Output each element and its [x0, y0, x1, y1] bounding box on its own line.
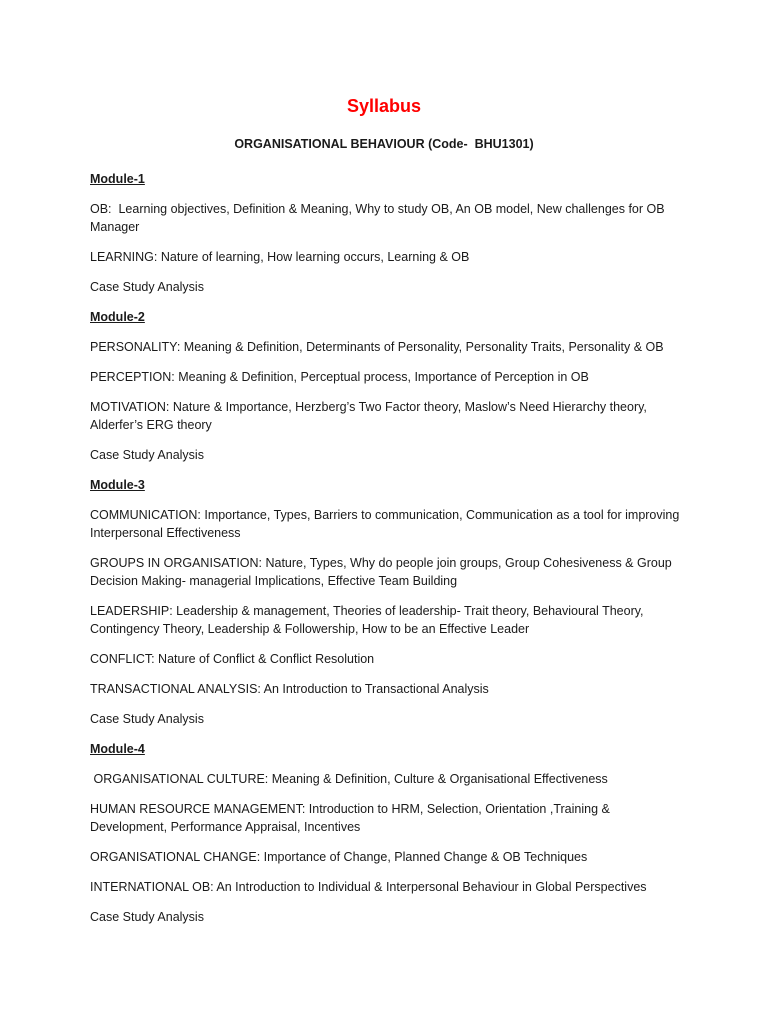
course-subtitle: ORGANISATIONAL BEHAVIOUR (Code- BHU1301): [234, 137, 534, 151]
module-item: PERCEPTION: Meaning & Definition, Perceptual process, Importance of Perception in OB: [90, 370, 589, 384]
module-item: PERSONALITY: Meaning & Definition, Determinants of Personality, Personality Traits, Personality & OB: [90, 340, 664, 354]
module-item: INTERNATIONAL OB: An Introduction to Individual & Interpersonal Behaviour in Global Perspectives: [90, 880, 647, 894]
module-item: CONFLICT: Nature of Conflict & Conflict Resolution: [90, 652, 375, 666]
module-heading: Module-4: [90, 742, 145, 756]
module-item: Case Study Analysis: [90, 448, 204, 462]
module-item: OB: Learning objectives, Definition & Meaning, Why to study OB, An OB model, New challenges for OB Manager: [90, 202, 669, 234]
module-heading: Module-2: [90, 310, 145, 324]
module-item: Case Study Analysis: [90, 910, 204, 924]
module-heading: Module-3: [90, 478, 145, 492]
module-heading: Module-1: [90, 172, 145, 186]
module-item: ORGANISATIONAL CULTURE: Meaning & Definition, Culture & Organisational Effectiveness: [90, 772, 608, 786]
module-item: GROUPS IN ORGANISATION: Nature, Types, Why do people join groups, Group Cohesiveness & Group Decision Making- managerial Implications, Effective Team Building: [90, 556, 676, 588]
module-item: LEARNING: Nature of learning, How learning occurs, Learning & OB: [90, 250, 470, 264]
syllabus-content: [90, 170, 683, 926]
module-item: HUMAN RESOURCE MANAGEMENT: Introduction to HRM, Selection, Orientation ,Training & Development, Performance Appraisal, Incentives: [90, 802, 614, 834]
module-item: Case Study Analysis: [90, 280, 204, 294]
module-item: ORGANISATIONAL CHANGE: Importance of Change, Planned Change & OB Techniques: [90, 850, 588, 864]
page-title: Syllabus: [346, 96, 422, 116]
module-item: TRANSACTIONAL ANALYSIS: An Introduction to Transactional Analysis: [90, 682, 489, 696]
module-item: LEADERSHIP: Leadership & management, Theories of leadership- Trait theory, Behavioural Theory, Contingency Theory, Leadership & Followership, How to be an Effective Leader: [90, 604, 648, 636]
module-item: COMMUNICATION: Importance, Types, Barriers to communication, Communication as a tool for improving Interpersonal Effectiveness: [90, 508, 683, 540]
module-item: MOTIVATION: Nature & Importance, Herzberg’s Two Factor theory, Maslow’s Need Hierarchy theory, Alderfer’s ERG theory: [90, 400, 650, 432]
module-item: Case Study Analysis: [90, 712, 204, 726]
